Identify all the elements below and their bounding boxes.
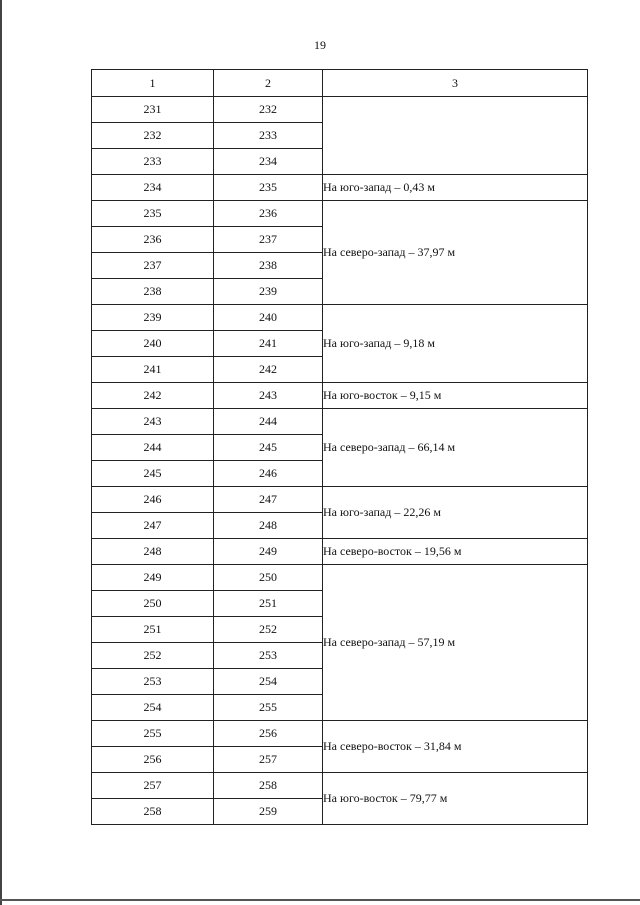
from-point-cell: 238 [92, 279, 214, 305]
to-point-cell: 248 [214, 513, 323, 539]
direction-distance-cell: На северо-запад – 37,97 м [323, 201, 588, 305]
from-point-cell: 241 [92, 357, 214, 383]
from-point-cell: 236 [92, 227, 214, 253]
direction-distance-cell: На юго-запад – 22,26 м [323, 487, 588, 539]
to-point-cell: 257 [214, 747, 323, 773]
direction-distance-cell: На северо-восток – 19,56 м [323, 539, 588, 565]
from-point-cell: 248 [92, 539, 214, 565]
to-point-cell: 252 [214, 617, 323, 643]
to-point-cell: 249 [214, 539, 323, 565]
table-row [92, 539, 588, 565]
to-point-cell: 253 [214, 643, 323, 669]
direction-distance-cell [323, 97, 588, 175]
from-point-cell: 245 [92, 461, 214, 487]
from-point-cell: 237 [92, 253, 214, 279]
to-point-cell: 259 [214, 799, 323, 825]
to-point-cell: 239 [214, 279, 323, 305]
from-point-cell: 255 [92, 721, 214, 747]
to-point-cell: 243 [214, 383, 323, 409]
to-point-cell: 242 [214, 357, 323, 383]
direction-distance-cell: На северо-восток – 31,84 м [323, 721, 588, 773]
to-point-cell: 241 [214, 331, 323, 357]
table-row [92, 773, 588, 799]
direction-distance-cell: На юго-восток – 79,77 м [323, 773, 588, 825]
direction-distance-cell: На юго-запад – 9,18 м [323, 305, 588, 383]
to-point-cell: 250 [214, 565, 323, 591]
to-point-cell: 254 [214, 669, 323, 695]
scan-edge-bottom [0, 899, 640, 901]
from-point-cell: 244 [92, 435, 214, 461]
to-point-cell: 258 [214, 773, 323, 799]
direction-distance-cell: На юго-восток – 9,15 м [323, 383, 588, 409]
to-point-cell: 256 [214, 721, 323, 747]
from-point-cell: 251 [92, 617, 214, 643]
from-point-cell: 233 [92, 149, 214, 175]
from-point-cell: 239 [92, 305, 214, 331]
from-point-cell: 258 [92, 799, 214, 825]
table-row [92, 487, 588, 513]
page-number: 19 [314, 38, 326, 52]
column-header-2: 2 [214, 70, 323, 97]
table-row [92, 565, 588, 591]
direction-distance-cell: На северо-запад – 66,14 м [323, 409, 588, 487]
boundary-table [91, 69, 588, 825]
to-point-cell: 245 [214, 435, 323, 461]
from-point-cell: 252 [92, 643, 214, 669]
to-point-cell: 234 [214, 149, 323, 175]
to-point-cell: 238 [214, 253, 323, 279]
to-point-cell: 255 [214, 695, 323, 721]
from-point-cell: 235 [92, 201, 214, 227]
direction-distance-cell: На северо-запад – 57,19 м [323, 565, 588, 721]
to-point-cell: 251 [214, 591, 323, 617]
from-point-cell: 242 [92, 383, 214, 409]
from-point-cell: 240 [92, 331, 214, 357]
from-point-cell: 249 [92, 565, 214, 591]
table-row [92, 409, 588, 435]
from-point-cell: 256 [92, 747, 214, 773]
from-point-cell: 254 [92, 695, 214, 721]
column-header-1: 1 [92, 70, 214, 97]
to-point-cell: 237 [214, 227, 323, 253]
table-row [92, 97, 588, 123]
from-point-cell: 246 [92, 487, 214, 513]
column-header-3: 3 [323, 70, 588, 97]
to-point-cell: 247 [214, 487, 323, 513]
table-row [92, 383, 588, 409]
to-point-cell: 246 [214, 461, 323, 487]
to-point-cell: 233 [214, 123, 323, 149]
from-point-cell: 247 [92, 513, 214, 539]
to-point-cell: 244 [214, 409, 323, 435]
from-point-cell: 257 [92, 773, 214, 799]
table-row [92, 305, 588, 331]
from-point-cell: 243 [92, 409, 214, 435]
table-row [92, 175, 588, 201]
table-row [92, 721, 588, 747]
scan-edge-left [0, 0, 2, 905]
to-point-cell: 232 [214, 97, 323, 123]
direction-distance-cell: На юго-запад – 0,43 м [323, 175, 588, 201]
to-point-cell: 236 [214, 201, 323, 227]
from-point-cell: 250 [92, 591, 214, 617]
from-point-cell: 253 [92, 669, 214, 695]
to-point-cell: 240 [214, 305, 323, 331]
from-point-cell: 232 [92, 123, 214, 149]
from-point-cell: 231 [92, 97, 214, 123]
to-point-cell: 235 [214, 175, 323, 201]
table-header-row [92, 70, 588, 97]
from-point-cell: 234 [92, 175, 214, 201]
table-row [92, 201, 588, 227]
